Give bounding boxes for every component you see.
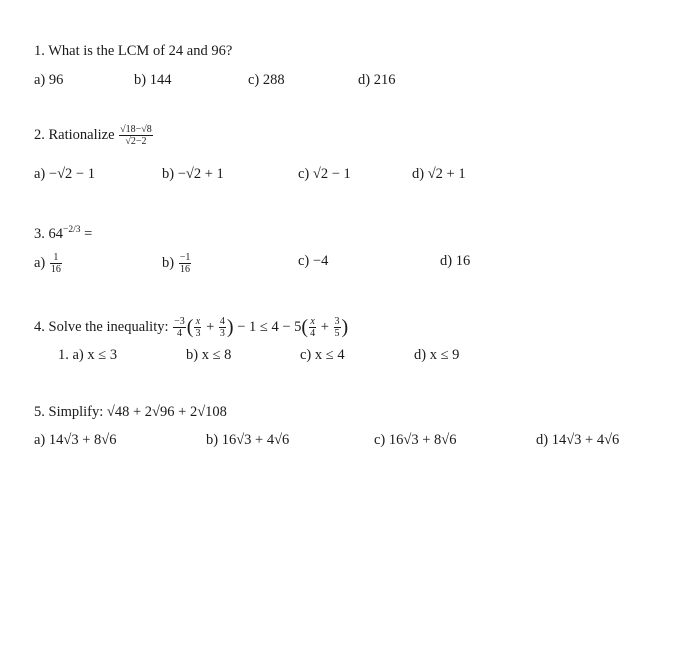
q3-exponent: −2/3	[63, 225, 81, 235]
q3-option-a[interactable]	[34, 252, 63, 275]
q1-option-c[interactable]: c) 288	[248, 72, 285, 88]
q5-option-b[interactable]: b) 16√3 + 4√6	[206, 432, 290, 448]
q4-option-a[interactable]: 1. a) x ≤ 3	[58, 347, 118, 363]
q5-option-d[interactable]: d) 14√3 + 4√6	[536, 432, 620, 448]
q2-prefix: 2. Rationalize	[34, 126, 115, 143]
q3-prefix: 3. 64	[34, 226, 63, 242]
q4-frac-neg3-4: $\frac{-3}{4}$	[174, 316, 185, 339]
question-4-text	[34, 316, 348, 339]
q3-option-b[interactable]	[162, 252, 192, 275]
q4-option-d[interactable]: d) x ≤ 9	[414, 347, 460, 363]
q2-option-a[interactable]: a) −√2 − 1	[34, 166, 95, 182]
question-1-text: 1. What is the LCM of 24 and 96?	[34, 43, 233, 59]
q5-option-c[interactable]: c) 16√3 + 8√6	[374, 432, 457, 448]
q3-option-b-numerator: −1	[179, 252, 191, 263]
q3-option-c[interactable]: c) −4	[298, 253, 329, 269]
q3-option-a-label: a)	[34, 254, 46, 271]
q1-option-b[interactable]: b) 144	[134, 72, 172, 88]
q2-fraction-numerator: √18−√8	[120, 124, 152, 135]
q3-option-b-denominator: 16	[180, 264, 191, 275]
question-2-text	[34, 124, 154, 147]
q4-prefix: 4. Solve the inequality:	[34, 318, 169, 335]
q4-frac-x-3: $\frac{x}{3}$	[195, 316, 201, 339]
question-5-text	[34, 404, 227, 420]
q1-option-d[interactable]: d) 216	[358, 72, 396, 88]
q2-option-b[interactable]: b) −√2 + 1	[162, 166, 224, 182]
q2-option-d[interactable]: d) √2 + 1	[412, 166, 466, 182]
q4-frac-3-5: $\frac{3}{5}$	[334, 316, 340, 339]
q5-option-a[interactable]: a) 14√3 + 8√6	[34, 432, 117, 448]
q2-fraction	[119, 124, 153, 147]
q3-option-a-fraction	[50, 252, 62, 275]
q4-frac-x-4: $\frac{x}{4}$	[310, 316, 316, 339]
q1-option-a[interactable]: a) 96	[34, 72, 64, 88]
q3-option-a-numerator: 1	[50, 252, 62, 264]
q5-expression: √48 + 2√96 + 2√108	[106, 404, 227, 420]
q4-inequality: $\frac{-3}{4}$ ( $\frac{x}{3}$ + $\frac{4}{3}$ ) − 1 ≤ 4 − 5( $\frac{x}{4}$ + $\frac{3}{5}$ )	[174, 315, 349, 339]
q3-option-a-denominator: 16	[50, 264, 61, 275]
q5-prefix: 5. Simplify:	[34, 404, 104, 420]
q3-option-d[interactable]: d) 16	[440, 253, 471, 269]
q2-fraction-denominator: √2−2	[125, 136, 147, 147]
q3-suffix: =	[80, 226, 93, 242]
q4-option-b[interactable]: b) x ≤ 8	[186, 347, 232, 363]
question-3-text	[34, 222, 92, 242]
q3-option-b-fraction	[179, 252, 192, 275]
q4-frac-4-3: $\frac{4}{3}$	[219, 316, 225, 339]
q3-option-b-label: b)	[162, 254, 175, 271]
q2-option-c[interactable]: c) √2 − 1	[298, 166, 351, 182]
q4-option-c[interactable]: c) x ≤ 4	[300, 347, 345, 363]
